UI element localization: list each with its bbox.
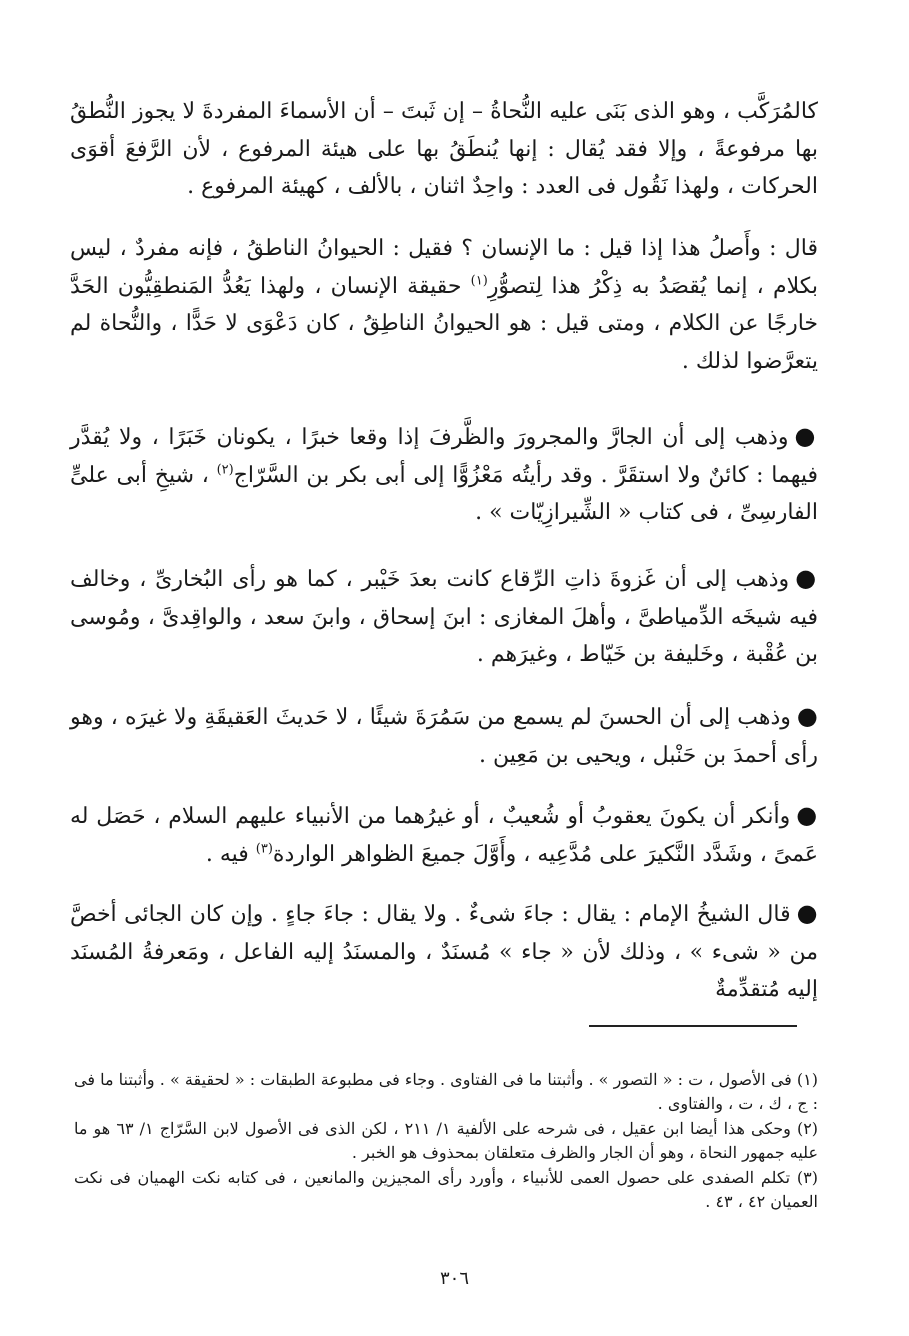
footnote-separator — [589, 1025, 797, 1027]
paragraph-text-continued: فيه . — [205, 841, 256, 867]
bullet-icon: ● — [796, 899, 818, 927]
paragraph-2 — [70, 230, 818, 380]
paragraph-text: وذهب إلى أن غَزوةَ ذاتِ الرِّقاع كانت بعدَ خَيْبر ، كما هو رأى البُخارىِّ ، وخالف فيه شيخَه الدِّمياطىَّ ، وأهلَ المغازى : ابنَ إسحاق ، وابنَ سعد ، والواقِدىَّ ، ومُوسى بن عُقْبة ، وخَليفة بن خَيّاط ، وغيرَهم . — [70, 567, 818, 667]
bullet-icon: ● — [795, 564, 818, 592]
footnotes — [74, 1068, 818, 1215]
paragraph-6 — [70, 797, 818, 873]
paragraph-text: وأنكر أن يكونَ يعقوبُ أو شُعيبٌ ، أو غيرُهما من الأنبياء عليهم السلام ، حَصَل له عَمىً ، وشَدَّد النَّكيرَ على مُدَّعِيه ، وأَوَّلَ جميعَ الظواهر الواردة — [70, 804, 818, 867]
paragraph-1 — [70, 93, 818, 206]
paragraph-text: وذهب إلى أن الجارَّ والمجرورَ والظَّرفَ إذا وقعا خبرًا ، يكونان خَبَرًا ، ولا يُقدَّر فيهما : كائنٌ ولا استقَرَّ . وقد رأيتُه مَعْزُوًّا إلى أبى بكر بن السَّرّاج — [70, 425, 819, 488]
footnote-ref-1[interactable]: (١) — [470, 273, 488, 289]
paragraph-5 — [70, 698, 818, 774]
page-number: ٣٠٦ — [439, 1268, 469, 1289]
footnote-1: (١) فى الأصول ، ت : « التصور » . وأثبتنا ما فى الفتاوى . وجاء فى مطبوعة الطبقات : « لحقيقة » . وأثبتنا ما فى : ج ، ك ، ت ، والفتاوى . — [74, 1070, 818, 1113]
paragraph-text: قال الشيخُ الإمام : يقال : جاءَ شىءٌ . ولا يقال : جاءَ جاءٍ . وإن كان الجائى أخصَّ من « شىء » ، وذلك لأن « جاء » مُسنَدٌ ، والمسنَدُ إليه الفاعل ، ومَعرفةُ المُسنَد إليه مُتقدِّمةٌ — [70, 902, 818, 1002]
paragraph-text: كالمُرَكَّب ، وهو الذى بَنَى عليه النُّحاةُ – إن ثَبتَ – أن الأسماءَ المفردةَ لا يجوز النُّطقُ بها مرفوعةً ، وإلا فقد يُقال : إنها يُنطَقُ بها على هيئة المرفوع ، لأن الرَّفعَ أقوَى الحركات ، ولهذا نَقُول فى العدد : واحِدٌ اثنان ، بالألف ، كهيئة المرفوع . — [70, 99, 818, 199]
paragraph-7 — [70, 895, 818, 1009]
footnote-ref-3[interactable]: (٣) — [255, 841, 273, 857]
footnote-ref-2[interactable]: (٢) — [216, 462, 234, 478]
paragraph-text: قال : وأَصلُ هذا إذا قيل : ما الإنسان ؟ فقيل : الحيوانُ الناطقُ ، فإنه مفردٌ ، ليس بكلام ، إنما يُقصَدُ به ذِكْرُ هذا لِتصوُّرِ — [70, 236, 818, 299]
footnote-3: (٣) تكلم الصفدى على حصول العمى للأنبياء ، وأورد رأى المجيزين والمانعين ، فى كتابه نكت الهميان فى نكت العميان ٤٢ ، ٤٣ . — [74, 1168, 819, 1211]
paragraph-text: وذهب إلى أن الحسنَ لم يسمع من سَمُرَةَ شيئًا ، لا حَديثَ العَقيقَةِ ولا غيرَه ، وهو رأى أحمدَ بن حَنْبل ، ويحيى بن مَعِين . — [70, 705, 818, 768]
paragraph-4 — [70, 560, 818, 674]
footnote-2: (٢) وحكى هذا أيضا ابن عقيل ، فى شرحه على الألفية ١/ ٢١١ ، لكن الذى فى الأصول لابن السَّرّاج ١/ ٦٣ هو ما عليه جمهور النحاة ، وهو أن الجار والظرف متعلقان بمحذوف هو الخبر . — [74, 1119, 819, 1162]
bullet-icon: ● — [796, 801, 819, 829]
paragraph-text-continued: ، شيخِ أبى علىٍّ الفارسِىِّ ، فى كتاب « الشِّيرازِيّات » . — [70, 462, 818, 525]
paragraph-3 — [70, 418, 818, 532]
bullet-icon: ● — [796, 702, 819, 730]
paragraph-text-continued: حقيقة الإنسان ، ولهذا يَعُدُّ المَنطقِيُّون الحَدَّ خارجًا عن الكلام ، ومتى قيل : هو الحيوانُ الناطِقُ ، كان دَعْوَى لا حَدًّا ، والنُّحاة لم يتعرَّضوا لذلك . — [70, 273, 818, 374]
bullet-icon: ● — [794, 422, 818, 450]
